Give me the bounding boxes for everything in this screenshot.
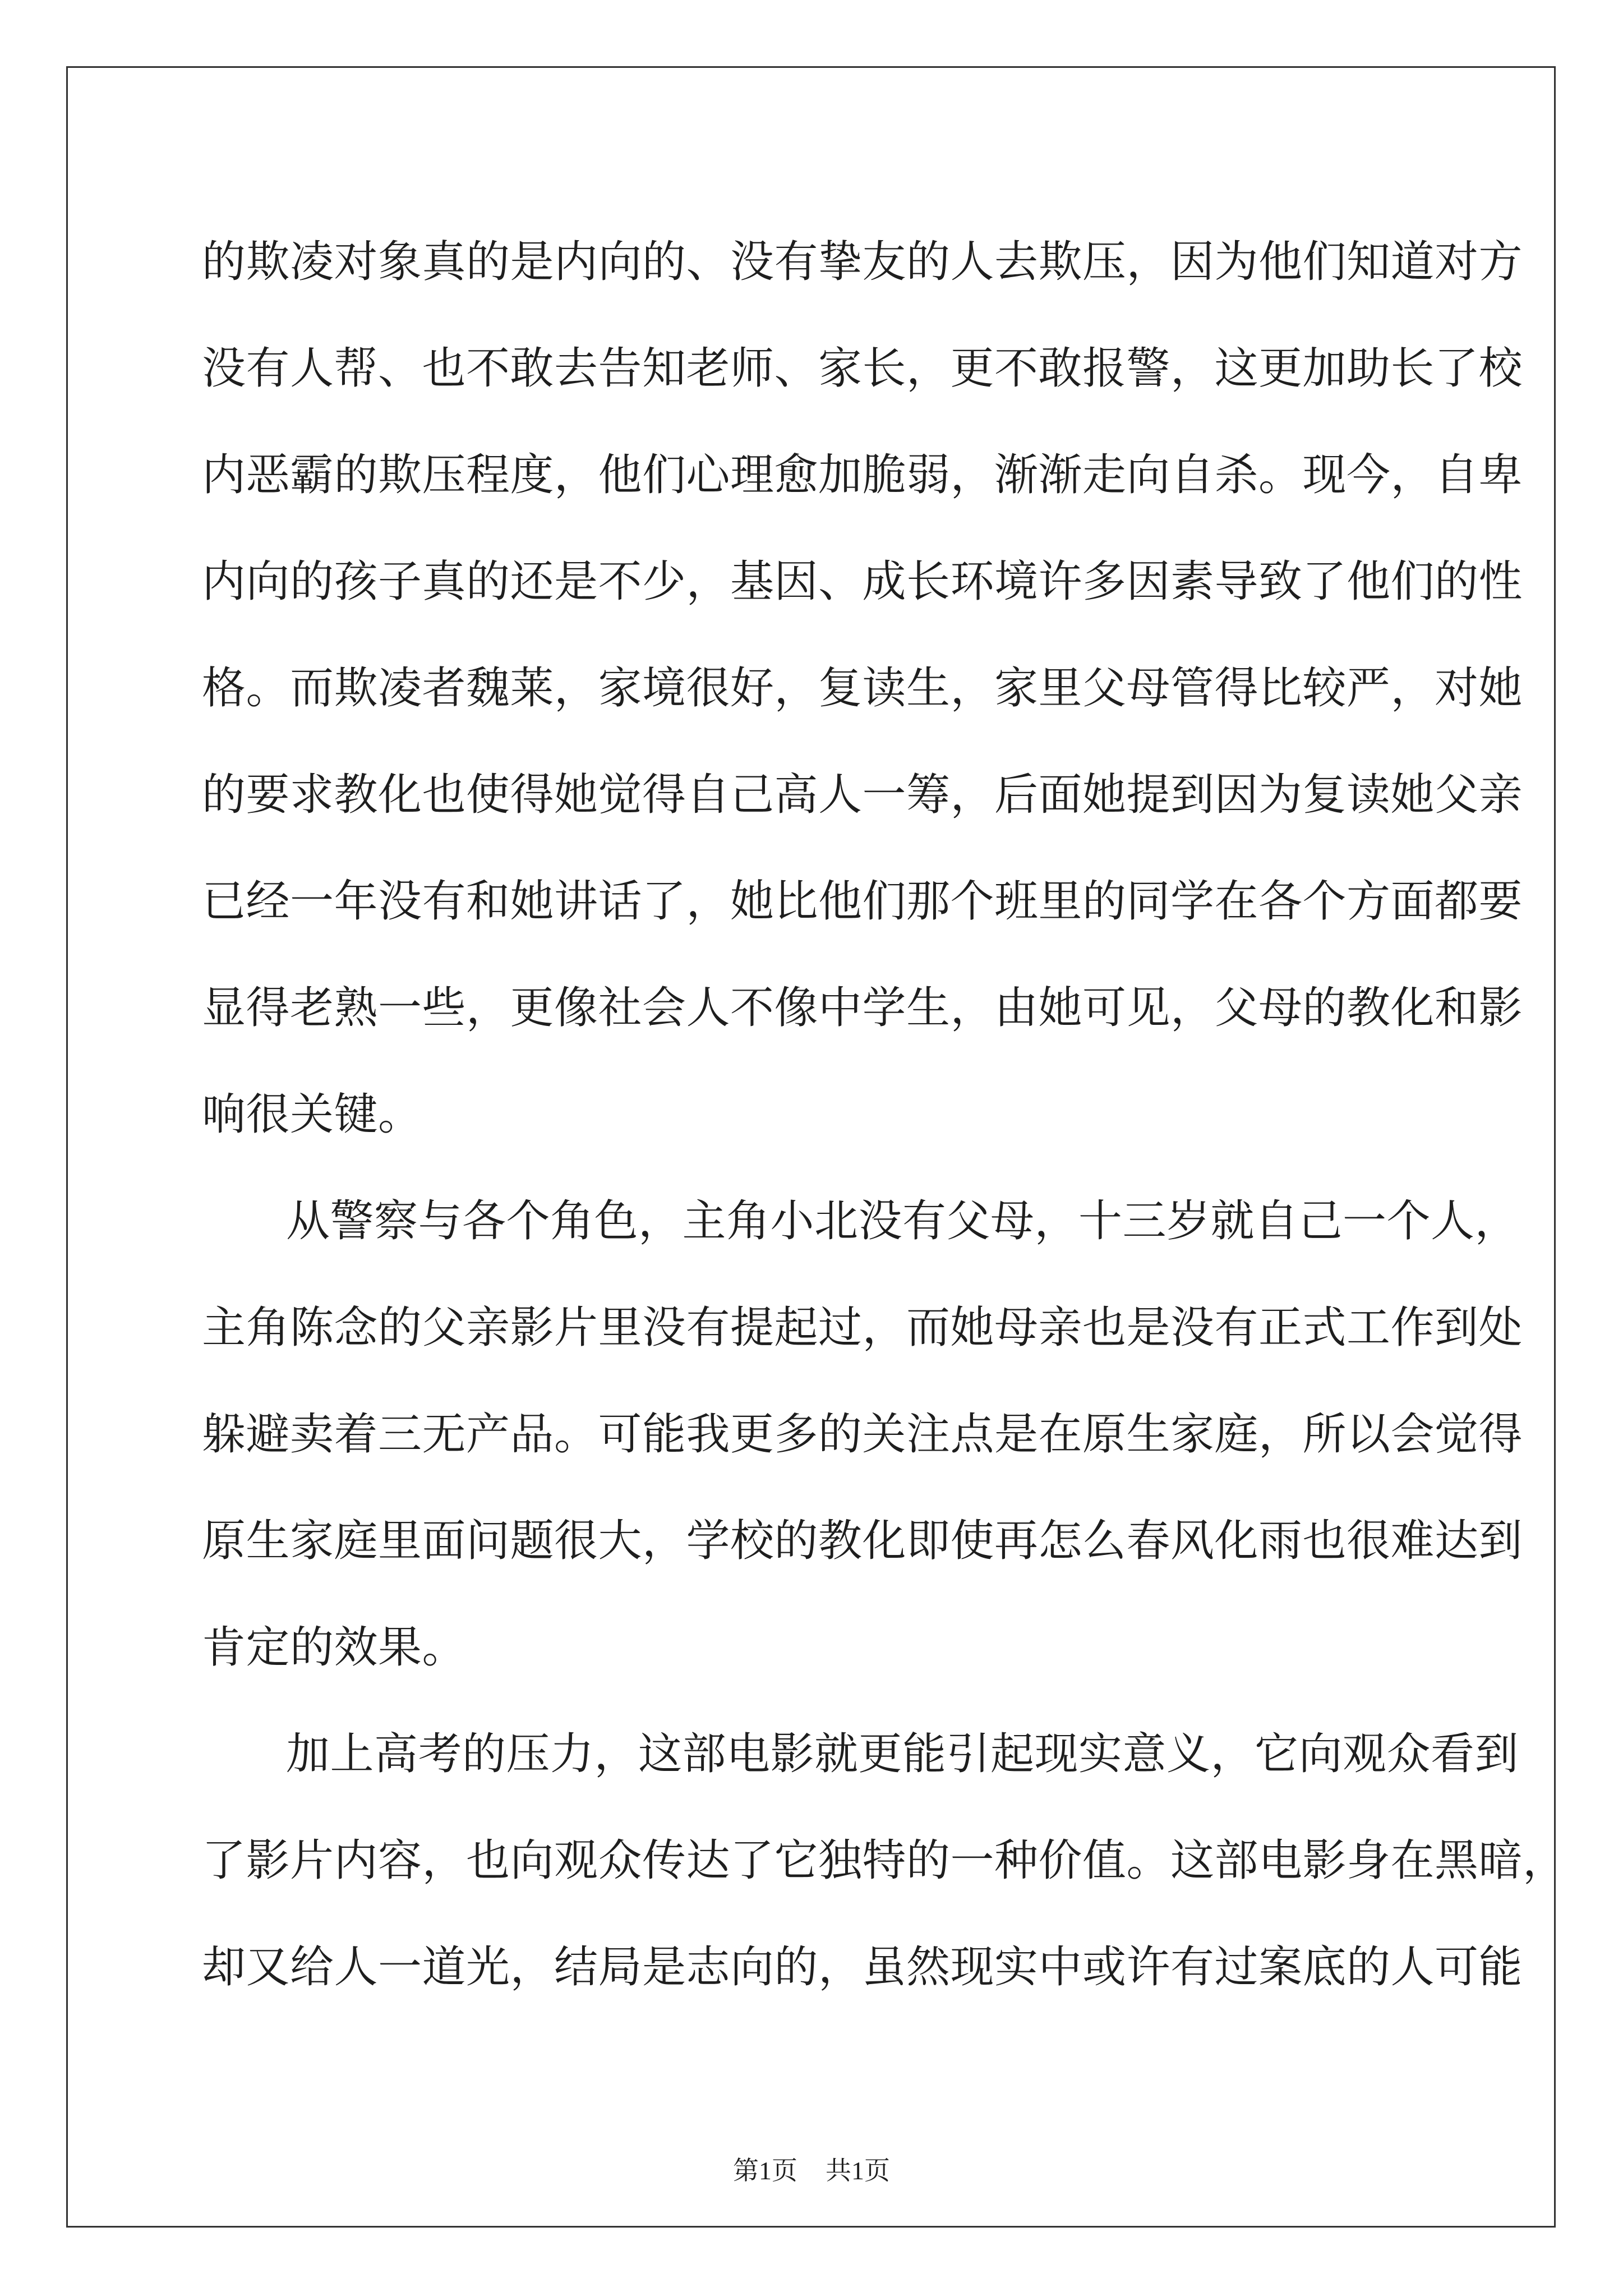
text-line: 已经一年没有和她讲话了，她比他们那个班里的同学在各个方面都要 [202,876,1523,927]
text-line: 的欺凌对象真的是内向的、没有挚友的人去欺压，因为他们知道对方 [202,237,1523,287]
text-line: 内恶霸的欺压程度，他们心理愈加脆弱，渐渐走向自杀。现今，自卑 [202,450,1523,500]
paragraph-start-line: 从警察与各个角色，主角小北没有父母，十三岁就自己一个人， [286,1196,1519,1246]
text-line: 肯定的效果。 [202,1622,467,1673]
text-line: 格。而欺凌者魏莱，家境很好，复读生，家里父母管得比较严，对她 [202,663,1523,714]
document-body [202,209,1567,2021]
text-line: 的要求教化也使得她觉得自己高人一筹，后面她提到因为复读她父亲 [202,770,1523,820]
text-line: 显得老熟一些，更像社会人不像中学生，由她可见，父母的教化和影 [202,983,1523,1033]
text-line: 没有人帮、也不敢去告知老师、家长，更不敢报警，这更加助长了校 [202,343,1523,394]
page-number: 第1页 [733,2156,797,2185]
page-total: 共1页 [826,2156,890,2185]
text-line: 了影片内容，也向观众传达了它独特的一种价值。这部电影身在黑暗， [202,1835,1567,1886]
text-line: 主角陈念的父亲影片里没有提起过，而她母亲也是没有正式工作到处 [202,1303,1523,1353]
text-line: 躲避卖着三无产品。可能我更多的关注点是在原生家庭，所以会觉得 [202,1409,1523,1460]
text-line: 原生家庭里面问题很大，学校的教化即使再怎么春风化雨也很难达到 [202,1516,1523,1566]
page-footer [0,2154,1623,2188]
text-line: 却又给人一道光，结局是志向的，虽然现实中或许有过案底的人可能 [202,1942,1523,1993]
paragraph-start-line: 加上高考的压力，这部电影就更能引起现实意义，它向观众看到 [286,1729,1519,1779]
text-line: 内向的孩子真的还是不少，基因、成长环境许多因素导致了他们的性 [202,556,1523,607]
text-line: 响很关键。 [202,1089,422,1140]
